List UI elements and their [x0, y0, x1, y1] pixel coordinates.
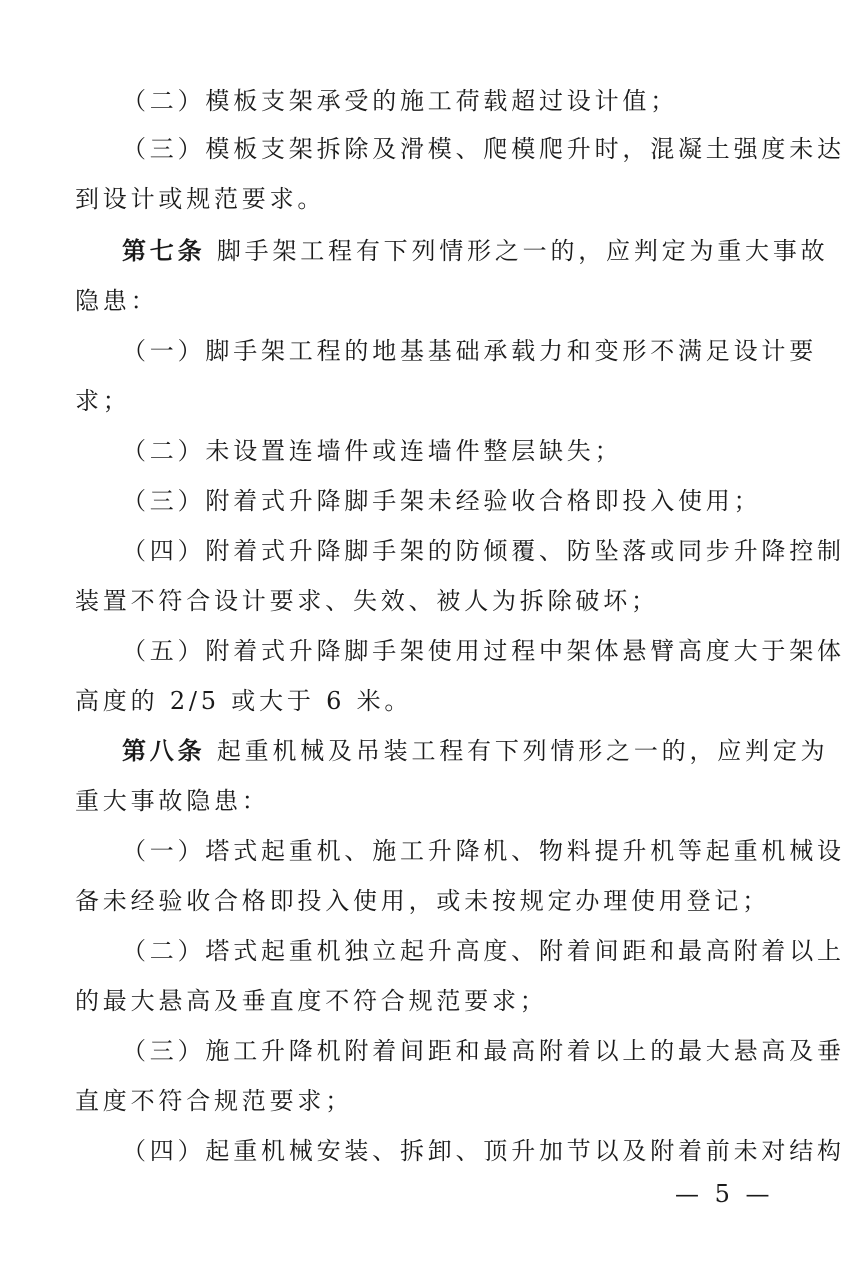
text-line: （二）模板支架承受的施工荷载超过设计值；	[122, 87, 678, 115]
text-line: 备未经验收合格即投入使用，或未按规定办理使用登记；	[75, 887, 770, 915]
text-line: 到设计或规范要求。	[75, 185, 326, 213]
text-line: （五）附着式升降脚手架使用过程中架体悬臂高度大于架体	[122, 637, 845, 665]
article-8-heading: 第八条	[122, 736, 206, 765]
article-7-heading: 第七条	[122, 236, 206, 265]
text-line: 高度的 2/5 或大于 6 米。	[75, 687, 413, 715]
text-line: 直度不符合规范要求；	[75, 1087, 353, 1115]
text-line: （一）塔式起重机、施工升降机、物料提升机等起重机械设	[122, 837, 845, 865]
text-line: 装置不符合设计要求、失效、被人为拆除破坏；	[75, 587, 659, 615]
text-line: （三）模板支架拆除及滑模、爬模爬升时，混凝土强度未达	[122, 135, 845, 163]
text-line: 起重机械及吊装工程有下列情形之一的，应判定为	[216, 737, 829, 765]
text-line: 的最大悬高及垂直度不符合规范要求；	[75, 987, 548, 1015]
text-line: （二）未设置连墙件或连墙件整层缺失；	[122, 437, 623, 465]
text-line: （二）塔式起重机独立起升高度、附着间距和最高附着以上	[122, 937, 845, 965]
text-line: （三）附着式升降脚手架未经验收合格即投入使用；	[122, 487, 762, 515]
text-line: 隐患：	[75, 287, 159, 315]
text-line: （一）脚手架工程的地基基础承载力和变形不满足设计要	[122, 337, 817, 365]
page-number: — 5 —	[675, 1180, 774, 1208]
text-line: （四）附着式升降脚手架的防倾覆、防坠落或同步升降控制	[122, 537, 845, 565]
text-line: 重大事故隐患：	[75, 787, 270, 815]
text-line: 脚手架工程有下列情形之一的，应判定为重大事故	[216, 237, 829, 265]
article-7-line	[122, 234, 829, 268]
article-8-line	[122, 734, 829, 768]
text-line: （三）施工升降机附着间距和最高附着以上的最大悬高及垂	[122, 1037, 845, 1065]
text-line: （四）起重机械安装、拆卸、顶升加节以及附着前未对结构	[122, 1137, 845, 1165]
text-line: 求；	[75, 387, 131, 415]
